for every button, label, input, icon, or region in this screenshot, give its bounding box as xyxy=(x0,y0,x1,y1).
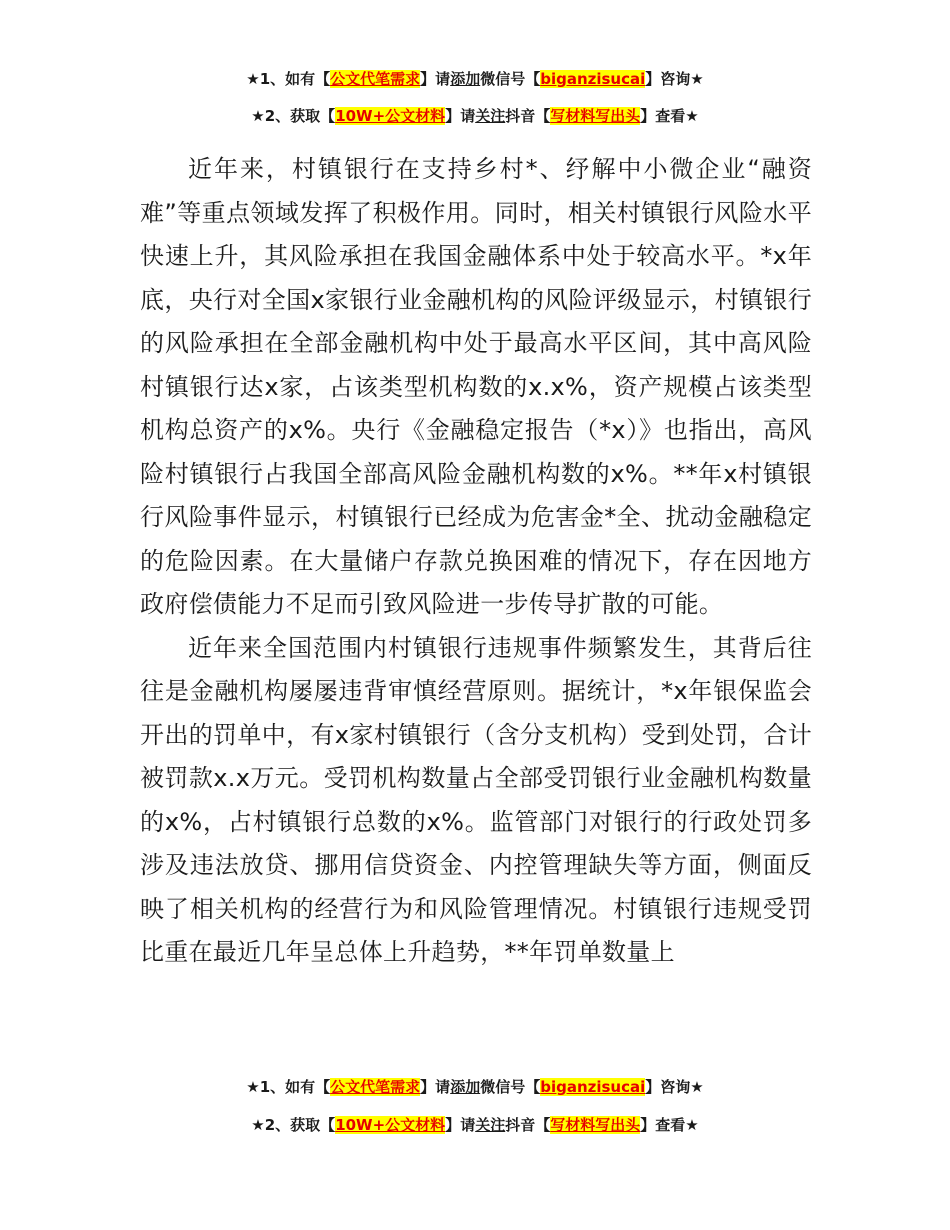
underlined-add: 添加 xyxy=(450,1078,481,1096)
highlight-materials: 10W+公文材料 xyxy=(335,1116,446,1134)
banner-text: 】请 xyxy=(420,1078,451,1096)
banner-text: 】请 xyxy=(445,107,476,125)
banner-text: 】查看★ xyxy=(640,1116,699,1134)
header-banner-line-1 xyxy=(0,68,950,90)
header-banner-line-2 xyxy=(0,105,950,127)
banner-text: ★1、如有【 xyxy=(246,70,331,88)
banner-text: ★2、获取【 xyxy=(251,107,336,125)
banner-text: 微信号【 xyxy=(480,1078,541,1096)
banner-text: 】咨询★ xyxy=(645,70,704,88)
underlined-add: 添加 xyxy=(450,70,481,88)
wechat-id: biganzisucai xyxy=(540,70,646,88)
footer-banner-line-2 xyxy=(0,1114,950,1136)
highlight-ghostwriting-service: 公文代笔需求 xyxy=(330,1078,421,1096)
highlight-ghostwriting-service: 公文代笔需求 xyxy=(330,70,421,88)
footer-banner-line-1 xyxy=(0,1076,950,1098)
wechat-id: biganzisucai xyxy=(540,1078,646,1096)
body-paragraph-2: 近年来全国范围内村镇银行违规事件频繁发生，其背后往往是金融机构屡屡违背审慎经营原则。据统计，*x年银保监会开出的罚单中，有x家村镇银行（含分支机构）受到处罚，合计被罚款x.x万元。受罚机构数量占全部受罚银行业金融机构数量的x%，占村镇银行总数的x%。监管部门对银行的行政处罚多涉及违法放贷、挪用信贷资金、内控管理缺失等方面，侧面反映了相关机构的经营行为和风险管理情况。村镇银行违规受罚比重在最近几年呈总体上升趋势，**年罚单数量上 xyxy=(140,633,812,966)
banner-text: 抖音【 xyxy=(505,1116,551,1134)
banner-text: 微信号【 xyxy=(480,70,541,88)
douyin-account: 写材料写出头 xyxy=(550,107,641,125)
banner-text: 】请 xyxy=(445,1116,476,1134)
banner-text: 抖音【 xyxy=(505,107,551,125)
highlight-materials: 10W+公文材料 xyxy=(335,107,446,125)
underlined-follow: 关注 xyxy=(475,107,506,125)
banner-text: 】咨询★ xyxy=(645,1078,704,1096)
underlined-follow: 关注 xyxy=(475,1116,506,1134)
banner-text: ★1、如有【 xyxy=(246,1078,331,1096)
banner-text: 】请 xyxy=(420,70,451,88)
douyin-account: 写材料写出头 xyxy=(550,1116,641,1134)
banner-text: ★2、获取【 xyxy=(251,1116,336,1134)
body-paragraph-1: 近年来，村镇银行在支持乡村*、纾解中小微企业“融资难”等重点领域发挥了积极作用。同时，相关村镇银行风险水平快速上升，其风险承担在我国金融体系中处于较高水平。*x年底，央行对全国x家银行业金融机构的风险评级显示，村镇银行的风险承担在全部金融机构中处于最高水平区间，其中高风险村镇银行达x家，占该类型机构数的x.x%，资产规模占该类型机构总资产的x%。央行《金融稳定报告（*x）》也指出，高风险村镇银行占我国全部高风险金融机构数的x%。**年x村镇银行风险事件显示，村镇银行已经成为危害金*全、扰动金融稳定的危险因素。在大量储户存款兑换困难的情况下，存在因地方政府偿债能力不足而引致风险进一步传导扩散的可能。 xyxy=(140,155,812,618)
banner-text: 】查看★ xyxy=(640,107,699,125)
document-body xyxy=(140,148,812,975)
